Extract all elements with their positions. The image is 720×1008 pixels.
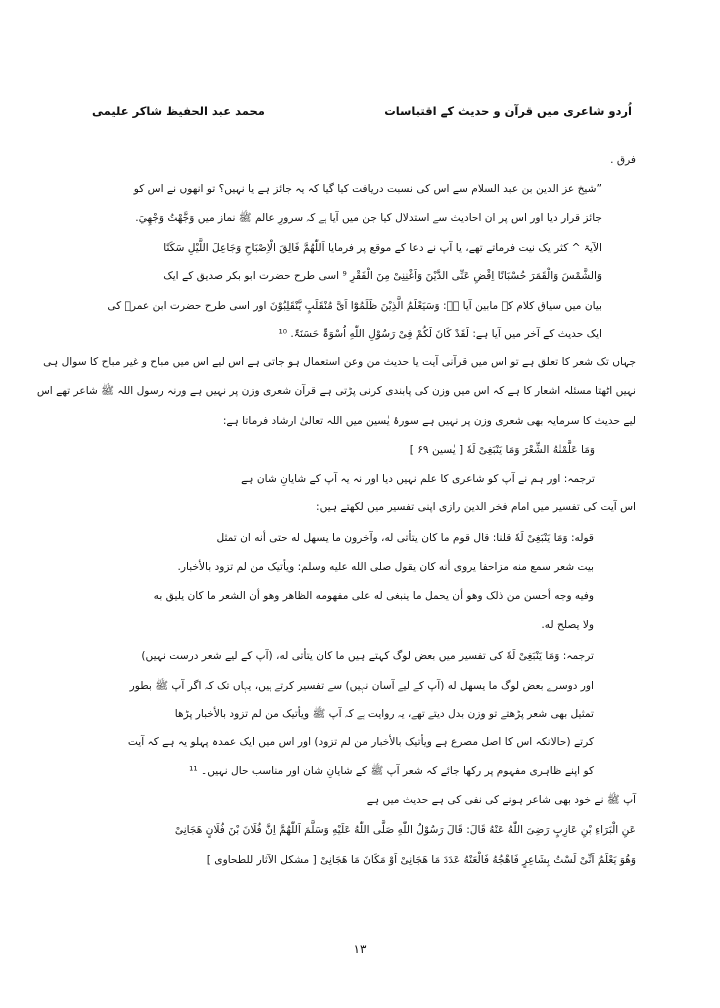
text-line: آپ ﷺ نے خود بھی شاعر ہونے کی نفی کی ہے حدیث میں ہے [366,794,636,806]
text-line: ترجمہ: وَمَا یَنْبَغِیْ لَهٗ کی تفسیر میں بعض لوگ کہتے ہیں ما کان یتأتی له، (آپ کے لیے شعر درست نہیں) [141,650,594,662]
text-line: قوله: وَمَا یَنْبَغِیْ لَهٗ قلنا: قال قوم ما کان یتأتی له، وآخرون ما یسهل له حتی أنه ان تمثل [216,532,594,544]
text-line: عَنِ الْبَرَاءِ بْنِ عَازِبٍ رَضِیَ اللّٰهُ عَنْهُ قَالَ: قَالَ رَسُوْلُ اللّٰهِ صَلَّی اللّٰهُ عَلَیْهِ وَسَلَّمَ اَللّٰھُمَّ اِنَّ فُلَانَ بْنَ فُلَانٍ هَجَانِیْ [174,824,636,836]
text-line: الآیۃ ^ کثر یک نیت فرماتے تھے، یا آپ نے دعا کے موقع پر فرمایا اَللّٰھُمَّ فَالِقَ الْاِصْبَاحِ وَجَاعِلَ اللَّیْلِ سَکَنًا [163,242,602,254]
text-line: اور دوسرے بعض لوگ ما یسهل له (آپ کے لیے آسان نہیں) سے تفسیر کرتے ہیں، یہاں تک کہ اگر آپ ﷺ بطور [129,680,594,692]
text-line: وَالشَّمْسَ وَالْقَمَرَ حُسْبَانًا اِقْضِ عَنِّی الدَّیْنَ وَاَغْنِنِیْ مِنَ الْفَقْرِ ⁹ اسی طرح حضرت ابو بکر صدیق کے ایک [163,270,602,282]
text-line: ”شیخ عز الدین بن عبد السلام سے اس کی نسبت دریافت کیا گیا کہ یہ جائز ہے یا نہیں؟ تو انھوں نے اس کو [133,183,602,195]
text-line: لیے حدیث کا سرمایہ بھی شعری وزن پر نہیں ہے سورۂ یٰسین میں اللہ تعالیٰ ارشاد فرماتا ہے: [222,415,636,427]
text-line: اس آیت کی تفسیر میں امام فخر الدین رازی اپنی تفسیر میں لکھتے ہیں: [316,501,636,513]
text-line: ایک حدیث کے آخر میں آیا ہے: لَقَدْ کَانَ لَکُمْ فِیْ رَسُوْلِ اللّٰهِ اُسْوَۃٌ حَسَنَۃٌ. ¹⁰ [278,328,602,340]
text-line: جائز قرار دیا اور اس پر ان احادیث سے استدلال کیا جن میں آیا ہے کہ سرورِ عالم ﷺ نماز میں وَجَّهْتُ وَجْهِيَ. [135,212,602,224]
text-line: تمثیل بھی شعر پڑھتے تو وزن بدل دیتے تھے، یہ روایت ہے کہ آپ ﷺ ویأتیک من لم تزود بالأخبار پڑھا [174,708,594,720]
text-line: بیت شعر سمع منه مزاحفا یروی أنه کان یقول صلی الله علیه وسلم: ویأتیک من لم تزود بالأخبار. [177,561,594,573]
text-line: کو اپنے ظاہری مفہوم پر رکھا جائے کہ شعر آپ ﷺ کے شایانِ شان اور مناسب حال نہیں۔ ¹¹ [189,765,594,777]
text-line: فرق . [610,154,636,166]
text-line: جہاں تک شعر کا تعلق ہے تو اس میں قرآنی آیت یا حدیث من وعن استعمال ہو جاتی ہے اس لیے اس میں مباح و غیر مباح کا سوال ہی [43,356,636,368]
text-line: بیان میں سیاق کلام کے مابین آیا ہے: وَسَیَعْلَمُ الَّذِیْنَ ظَلَمُوْٓا اَیَّ مُنْقَلَبٍ یَّنْقَلِبُوْنَ اور اسی طرح حضرت ابن عمرؓ کی [107,300,602,312]
text-line: وَهُوَ یَعْلَمُ اَنِّیْ لَسْتُ بِشَاعِرٍ فَاهْجُهُ فَالْعَنْهُ عَدَدَ مَا هَجَانِیْ اَوْ مَکَانَ مَا هَجَانِیْ [ مشکل الآثار للطحاوی ] [206,854,636,866]
text-line: ولا یصلح له. [541,619,594,631]
text-line: وفیه وجه أحسن من ذلک وهو أن یحمل ما ینبغی له علی مفهومه الظاهر وهو أن الشعر ما کان یلیق به [153,590,594,602]
text-line: ترجمہ: اور ہم نے آپ کو شاعری کا علم نہیں دیا اور نہ یہ آپ کے شایانِ شان ہے [241,473,595,485]
page-number: ۱۳ [353,942,367,956]
text-line: وَمَا عَلَّمْنٰهُ الشِّعْرَ وَمَا یَنْبَغِیْ لَهٗ [ یٰسین ۶۹ ] [409,444,595,456]
running-header-title: اُردو شاعری میں قرآن و حدیث کے اقتباسات [384,104,632,118]
text-line: کرتے (حالانکہ اس کا اصل مصرع ہے ویأتیک بالأخبار من لم تزود) اور اس میں ایک عمدہ پہلو یہ ہے کہ آیت [127,736,594,748]
text-line: نہیں اٹھتا مسئلہ اشعار کا ہے کہ اس میں وزن کی پابندی کرنی پڑتی ہے قرآن شعری وزن پر نہیں ہے ورنہ رسول اللہ ﷺ شاعر تھے اس [36,385,636,397]
running-header-author: محمد عبد الحفیظ شاکر علیمی [92,104,265,118]
